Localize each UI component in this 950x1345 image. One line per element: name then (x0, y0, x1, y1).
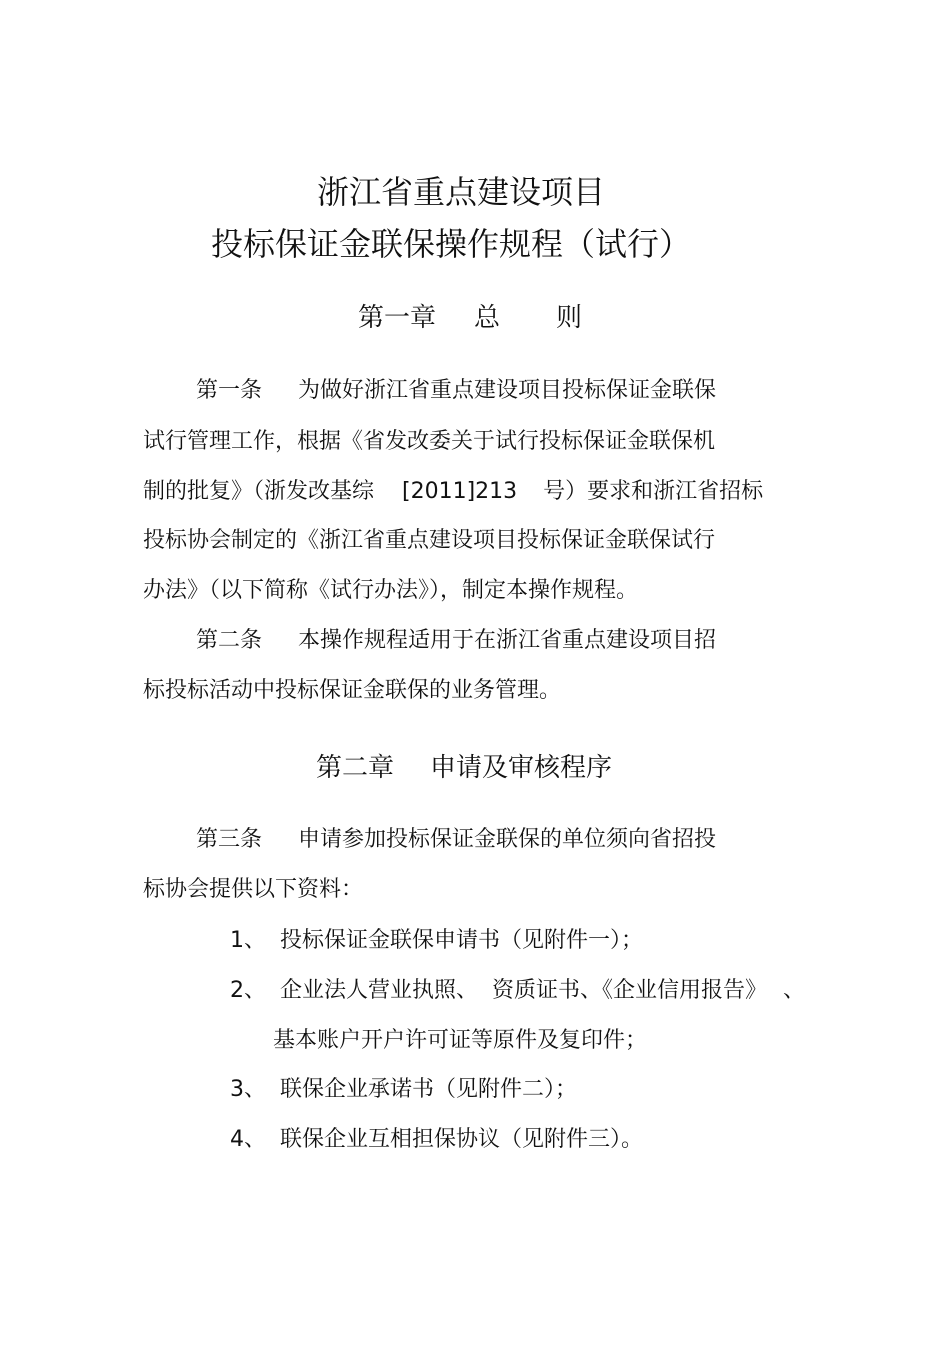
list-item-number: 2、 (230, 978, 266, 1003)
list-item-continuation: 基本账户开户许可证等原件及复印件； (273, 1028, 648, 1053)
list-item-text-b: 资质证书、《企业信用报告》 (492, 978, 768, 1003)
article-2-text-1: 本操作规程适用于在浙江省重点建设项目招 (298, 628, 717, 653)
article-1-label: 第一条 (196, 378, 263, 403)
chapter-1-name-part1: 总 (474, 303, 501, 333)
article-3-line-1 (196, 826, 716, 854)
chapter-1-heading (358, 301, 582, 335)
article-1-line-4: 投标协会制定的《浙江省重点建设项目投标保证金联保试行 (143, 528, 716, 553)
article-1-doc-number: [2011]213 (402, 479, 518, 504)
document-title-line2: 投标保证金联保操作规程（试行） (211, 225, 692, 263)
list-item-text-c: 、 (783, 978, 806, 1003)
list-item-text: 联保企业互相担保协议（见附件三）。 (280, 1127, 644, 1152)
list-item-number: 4、 (230, 1127, 266, 1152)
article-3-label: 第三条 (196, 827, 263, 852)
list-item-number: 3、 (230, 1077, 266, 1102)
article-3-line-2: 标协会提供以下资料： (143, 877, 364, 902)
article-3-text-1: 申请参加投标保证金联保的单位须向省招投 (298, 827, 717, 852)
article-2-line-1 (196, 627, 716, 655)
article-1-line-5: 办法》（以下简称《试行办法》），制定本操作规程。 (143, 578, 639, 603)
document-title-line1: 浙江省重点建设项目 (317, 173, 606, 211)
list-item-text-a: 企业法人营业执照、 (280, 978, 479, 1003)
chapter-1-name-part2: 则 (556, 303, 583, 333)
list-item (230, 1126, 643, 1154)
list-item (230, 977, 805, 1005)
article-1-text-3c: 号）要求和浙江省招标 (543, 479, 764, 504)
list-item (230, 1076, 577, 1104)
list-item-number: 1、 (230, 928, 266, 953)
list-item (230, 927, 643, 955)
list-item-text: 投标保证金联保申请书（见附件一）； (280, 928, 644, 953)
chapter-2-name: 申请及审核程序 (430, 753, 613, 783)
article-1-line-3 (143, 478, 763, 506)
chapter-1-label: 第一章 (358, 303, 437, 333)
chapter-2-heading (316, 751, 612, 785)
article-1-line-2: 试行管理工作，根据《省发改委关于试行投标保证金联保机 (143, 429, 716, 454)
article-1-text-3a: 制的批复》（浙发改基综 (143, 479, 375, 504)
article-1-text-1: 为做好浙江省重点建设项目投标保证金联保 (298, 378, 717, 403)
article-2-line-2: 标投标活动中投标保证金联保的业务管理。 (143, 678, 562, 703)
article-1-line-1 (196, 377, 716, 405)
chapter-2-label: 第二章 (316, 753, 395, 783)
article-2-label: 第二条 (196, 628, 263, 653)
list-item-text: 联保企业承诺书（见附件二）； (280, 1077, 578, 1102)
